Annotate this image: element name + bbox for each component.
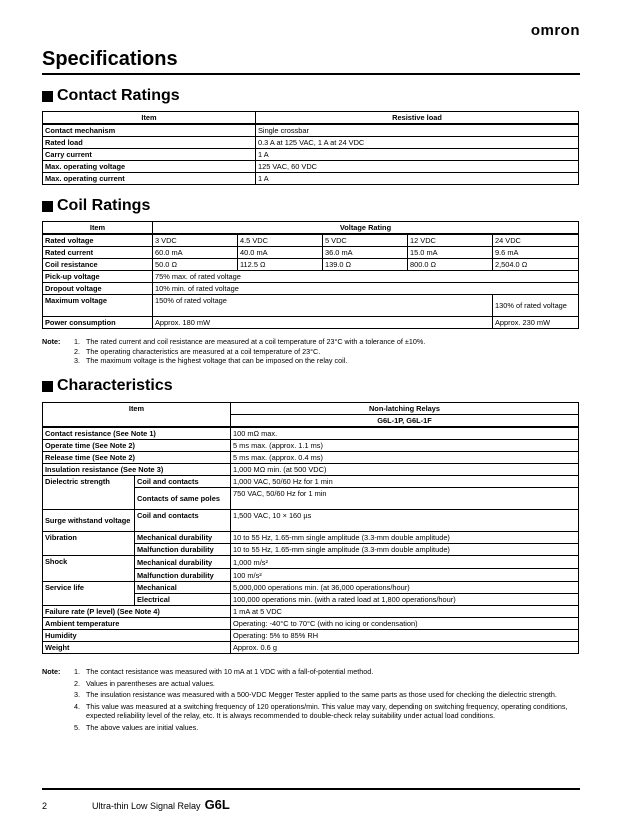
row-label: Humidity [43, 630, 231, 642]
row-value: Operating: 5% to 85% RH [231, 630, 579, 642]
note-number: 1. [74, 667, 80, 676]
table-row [43, 582, 579, 594]
note-label: Note: [42, 667, 61, 676]
row-label: Rated voltage [43, 234, 153, 247]
section-title: Coil Ratings [57, 197, 151, 214]
row-label: Power consumption [43, 317, 153, 329]
row-label: Rated current [43, 247, 153, 259]
row-label: Service life [43, 582, 135, 606]
row-sublabel: Malfunction durability [135, 569, 231, 582]
row-sublabel: Mechanical [135, 582, 231, 594]
row-label: Contact resistance (See Note 1) [43, 427, 231, 440]
row-value: 1,000 VAC, 50/60 Hz for 1 min [231, 476, 579, 488]
characteristics-notes [42, 667, 582, 733]
row-label: Insulation resistance (See Note 3) [43, 464, 231, 476]
note-number: 1. [74, 337, 80, 346]
cell: 12 VDC [408, 234, 493, 247]
row-value: 1,000 MΩ min. (at 500 VDC) [231, 464, 579, 476]
note-text: This value was measured at a switching frequency of 120 operations/min. This value may vary, depending on switching frequency, operating conditions, expected reliability level of the relay, etc. It is always recommended to double-check relay suitability under actual load conditions. [86, 701, 568, 721]
row-value: 100,000 operations min. (with a rated load at 1,800 operations/hour) [231, 594, 579, 606]
square-bullet-icon [42, 91, 53, 102]
footer-text: Ultra-thin Low Signal Relay [92, 801, 201, 811]
row-value: 750 VAC, 50/60 Hz for 1 min [231, 488, 579, 510]
cell: 3 VDC [153, 234, 238, 247]
note-item [42, 723, 582, 733]
table-row [43, 173, 579, 185]
omron-logo: omron [530, 22, 580, 39]
table-row [43, 440, 579, 452]
header-cell: Item [43, 403, 231, 428]
table-row [43, 510, 579, 532]
row-value: 1 A [256, 149, 579, 161]
note-item [42, 667, 582, 677]
note-text: The contact resistance was measured with 10 mA at 1 VDC with a fall-of-potential method. [86, 667, 374, 676]
table-header [43, 403, 579, 415]
row-value: Operating: -40°C to 70°C (with no icing or condensation) [231, 618, 579, 630]
cell: Approx. 230 mW [493, 317, 579, 329]
cell: 150% of rated voltage [153, 295, 493, 317]
footer [42, 797, 230, 812]
square-bullet-icon [42, 381, 53, 392]
cell: 800.0 Ω [408, 259, 493, 271]
cell: Approx. 180 mW [153, 317, 493, 329]
row-label: Operate time (See Note 2) [43, 440, 231, 452]
row-value: 5 ms max. (approx. 0.4 ms) [231, 452, 579, 464]
note-text: The insulation resistance was measured with a 500-VDC Megger Tester applied to the same parts as those used for checking the dielectric strength. [86, 690, 557, 700]
row-label: Max. operating current [43, 173, 256, 185]
note-text: The above values are initial values. [86, 722, 199, 732]
row-label: Maximum voltage [43, 295, 153, 317]
table-row [43, 161, 579, 173]
cell: 10% min. of rated voltage [153, 283, 579, 295]
note-item [42, 690, 582, 700]
table-header [43, 112, 579, 125]
row-label: Coil resistance [43, 259, 153, 271]
table-row [43, 124, 579, 137]
note-number: 5. [74, 722, 80, 732]
row-value: 100 mΩ max. [231, 427, 579, 440]
row-value: 125 VAC, 60 VDC [256, 161, 579, 173]
table-row [43, 149, 579, 161]
row-value: 1 mA at 5 VDC [231, 606, 579, 618]
row-value: 1,000 m/s² [231, 556, 579, 569]
note-item [42, 679, 582, 689]
note-text: The rated current and coil resistance are measured at a coil temperature of 23°C with a tolerance of ±10%. [86, 337, 426, 346]
footer-model: G6L [204, 797, 230, 812]
table-row [43, 630, 579, 642]
title-rule [42, 73, 580, 75]
note-item [42, 347, 582, 357]
table-row [43, 476, 579, 488]
row-sublabel: Mechanical durability [135, 556, 231, 569]
row-sublabel: Coil and contacts [135, 510, 231, 532]
section-characteristics [42, 377, 173, 395]
row-label: Ambient temperature [43, 618, 231, 630]
row-label: Contact mechanism [43, 124, 256, 137]
table-row [43, 234, 579, 247]
row-label: Carry current [43, 149, 256, 161]
note-item [42, 337, 582, 347]
note-label: Note: [42, 337, 61, 346]
row-sublabel: Electrical [135, 594, 231, 606]
header-cell: Item [43, 112, 256, 125]
row-value: 100 m/s² [231, 569, 579, 582]
row-value: 5,000,000 operations min. (at 36,000 operations/hour) [231, 582, 579, 594]
cell: 50.0 Ω [153, 259, 238, 271]
note-number: 3. [74, 690, 80, 700]
note-text: The operating characteristics are measured at a coil temperature of 23°C. [86, 346, 321, 356]
cell: 36.0 mA [323, 247, 408, 259]
row-label: Release time (See Note 2) [43, 452, 231, 464]
table-row [43, 271, 579, 283]
note-number: 3. [74, 356, 80, 366]
row-label: Dropout voltage [43, 283, 153, 295]
header-cell: Resistive load [256, 112, 579, 125]
row-value: 10 to 55 Hz, 1.65-mm single amplitude (3.3-mm double amplitude) [231, 544, 579, 556]
cell: 9.6 mA [493, 247, 579, 259]
row-sublabel: Mechanical durability [135, 532, 231, 544]
header-cell: Voltage Rating [153, 222, 579, 235]
table-row [43, 618, 579, 630]
cell: 60.0 mA [153, 247, 238, 259]
cell: 75% max. of rated voltage [153, 271, 579, 283]
row-label: Surge withstand voltage [43, 510, 135, 532]
row-value: Single crossbar [256, 124, 579, 137]
cell: 112.5 Ω [238, 259, 323, 271]
header-cell: G6L-1P, G6L-1F [231, 415, 579, 428]
row-value: Approx. 0.6 g [231, 642, 579, 654]
note-number: 2. [74, 346, 80, 356]
row-label: Rated load [43, 137, 256, 149]
row-sublabel: Coil and contacts [135, 476, 231, 488]
row-value: 1 A [256, 173, 579, 185]
header-cell: Non-latching Relays [231, 403, 579, 415]
cell: 15.0 mA [408, 247, 493, 259]
coil-notes [42, 337, 582, 366]
table-row [43, 452, 579, 464]
footer-rule [42, 788, 580, 790]
cell: 40.0 mA [238, 247, 323, 259]
characteristics-table [42, 402, 579, 654]
row-value: 1,500 VAC, 10 × 160 µs [231, 510, 579, 532]
square-bullet-icon [42, 201, 53, 212]
table-row [43, 137, 579, 149]
row-label: Shock [43, 556, 135, 582]
cell: 139.0 Ω [323, 259, 408, 271]
contact-ratings-table [42, 111, 579, 185]
note-number: 4. [74, 701, 80, 711]
row-label: Dielectric strength [43, 476, 135, 510]
note-text: The maximum voltage is the highest voltage that can be imposed on the relay coil. [86, 356, 348, 366]
table-row [43, 295, 579, 317]
table-row [43, 317, 579, 329]
note-text: Values in parentheses are actual values. [86, 678, 215, 688]
row-sublabel: Malfunction durability [135, 544, 231, 556]
cell: 24 VDC [493, 234, 579, 247]
table-row [43, 606, 579, 618]
table-row [43, 283, 579, 295]
table-row [43, 259, 579, 271]
cell: 2,504.0 Ω [493, 259, 579, 271]
cell: 130% of rated voltage [493, 295, 579, 317]
header-cell: Item [43, 222, 153, 235]
page-title: Specifications [42, 48, 178, 70]
section-coil-ratings [42, 197, 150, 215]
row-label: Failure rate (P level) (See Note 4) [43, 606, 231, 618]
note-item [42, 356, 582, 366]
row-value: 0.3 A at 125 VAC, 1 A at 24 VDC [256, 137, 579, 149]
table-row [43, 532, 579, 544]
page-number: 2 [42, 801, 48, 811]
section-contact-ratings [42, 87, 180, 105]
section-title: Contact Ratings [57, 87, 180, 104]
table-row [43, 556, 579, 569]
cell: 5 VDC [323, 234, 408, 247]
row-value: 10 to 55 Hz, 1.65-mm single amplitude (3.3-mm double amplitude) [231, 532, 579, 544]
table-row [43, 464, 579, 476]
table-row [43, 642, 579, 654]
row-label: Weight [43, 642, 231, 654]
table-row [43, 427, 579, 440]
row-value: 5 ms max. (approx. 1.1 ms) [231, 440, 579, 452]
note-number: 2. [74, 678, 80, 688]
row-label: Max. operating voltage [43, 161, 256, 173]
row-label: Pick-up voltage [43, 271, 153, 283]
coil-ratings-table [42, 221, 579, 329]
table-header [43, 222, 579, 235]
note-item [42, 702, 582, 721]
row-sublabel: Contacts of same poles [135, 488, 231, 510]
cell: 4.5 VDC [238, 234, 323, 247]
table-row [43, 247, 579, 259]
row-label: Vibration [43, 532, 135, 556]
section-title: Characteristics [57, 377, 173, 394]
